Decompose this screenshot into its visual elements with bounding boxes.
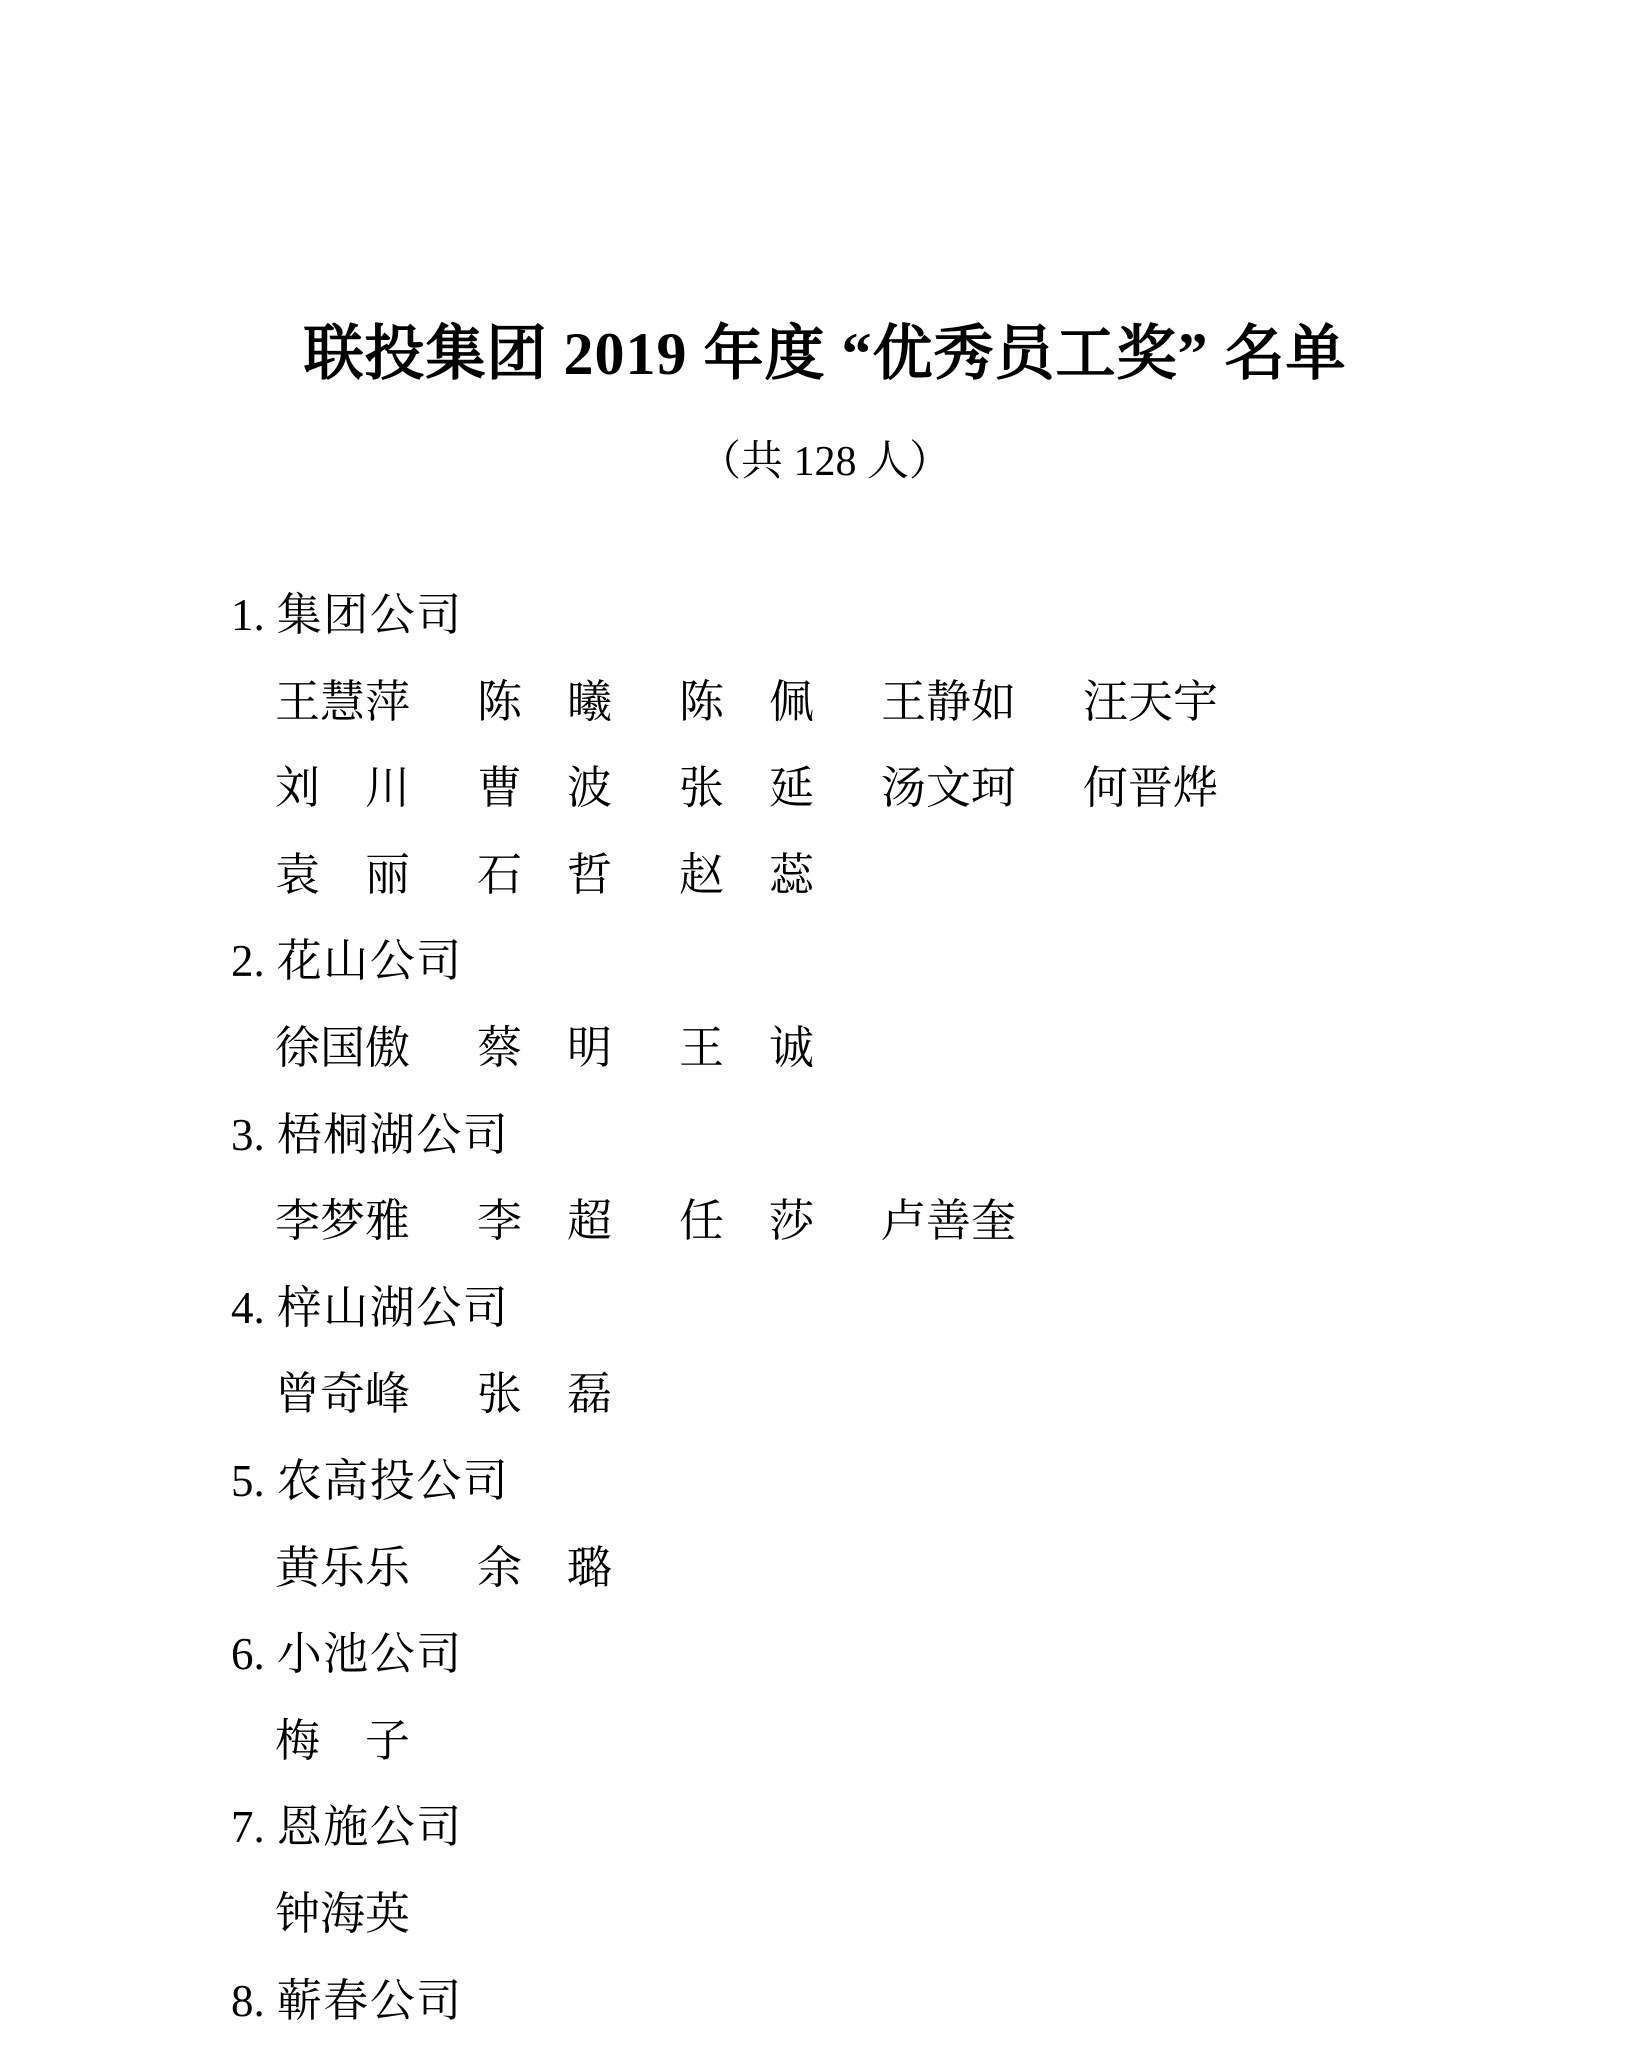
employee-name [679, 832, 814, 919]
name-char: 如 [971, 676, 1017, 727]
section-number: 5. [231, 1455, 265, 1506]
name-char: 文 [926, 763, 972, 814]
name-char: 慧 [320, 676, 366, 727]
section-heading-1 [231, 572, 1531, 659]
section-company-name: 小池公司 [276, 1629, 463, 1680]
name-char: 宇 [1173, 676, 1219, 727]
section-heading-3 [231, 1092, 1531, 1179]
name-char: 超 [566, 1196, 612, 1247]
name-char: 波 [566, 763, 612, 814]
employee-name [1083, 745, 1218, 832]
names-row [231, 659, 1531, 746]
name-char: 晋 [1128, 763, 1174, 814]
name-char: 钟 [275, 1888, 321, 1939]
section-number: 3. [231, 1109, 265, 1160]
employee-name [1083, 659, 1218, 746]
name-char: 徐 [275, 1022, 321, 1073]
employee-name [477, 832, 612, 919]
name-char: 任 [679, 1196, 725, 1247]
employee-name [275, 1698, 410, 1785]
names-row [231, 1871, 1531, 1958]
employee-name [477, 1178, 612, 1265]
name-char: 何 [1083, 763, 1129, 814]
name-char: 静 [926, 676, 972, 727]
section-number: 4. [231, 1282, 265, 1333]
name-char: 国 [320, 1022, 366, 1073]
name-char: 雅 [365, 1196, 411, 1247]
employee-name [477, 1351, 612, 1438]
employee-name [275, 1178, 410, 1265]
section-number: 2. [231, 936, 265, 987]
employee-name [679, 1178, 814, 1265]
name-char: 卢 [881, 1196, 927, 1247]
name-char: 张 [477, 1369, 523, 1420]
employee-name [679, 745, 814, 832]
names-row [231, 1351, 1531, 1438]
name-char: 陈 [679, 676, 725, 727]
section-heading-5 [231, 1438, 1531, 1525]
section-company-name: 集团公司 [276, 590, 463, 640]
name-char: 陈 [477, 676, 523, 727]
name-char: 乐 [320, 1542, 366, 1593]
name-char: 汤 [881, 763, 927, 814]
name-char: 海 [320, 1888, 366, 1939]
section-number: 7. [231, 1802, 265, 1853]
name-char: 天 [1128, 676, 1174, 727]
name-char: 余 [477, 1542, 523, 1593]
name-char: 石 [477, 849, 523, 900]
employee-name [275, 1005, 410, 1092]
name-char: 诚 [768, 1022, 814, 1073]
name-char: 曾 [275, 1369, 321, 1420]
names-row [231, 1178, 1531, 1265]
employee-name [679, 1005, 814, 1092]
section-heading-7 [231, 1784, 1531, 1871]
section-number: 1. [231, 590, 265, 640]
employee-name [881, 745, 1016, 832]
name-char: 刘 [275, 763, 321, 814]
section-company-name: 蕲春公司 [276, 1975, 463, 2026]
section-company-name: 梧桐湖公司 [276, 1109, 510, 1160]
name-char: 梦 [320, 1196, 366, 1247]
name-char: 子 [364, 1715, 410, 1766]
name-char: 磊 [566, 1369, 612, 1420]
employee-name [275, 1525, 410, 1612]
name-char: 烨 [1173, 763, 1219, 814]
name-char: 明 [566, 1022, 612, 1073]
name-char: 蔡 [477, 1022, 523, 1073]
employee-name [881, 659, 1016, 746]
section-heading-2 [231, 918, 1531, 1005]
section-heading-4 [231, 1265, 1531, 1352]
name-char: 李 [275, 1196, 321, 1247]
page-subtitle: （共 128 人） [698, 439, 951, 485]
name-char: 善 [926, 1196, 972, 1247]
name-char: 蕊 [768, 849, 814, 900]
name-char: 梅 [275, 1715, 321, 1766]
employee-name [477, 659, 612, 746]
page-title: 联投集团 2019 年度 “优秀员工奖” 名单 [303, 321, 1347, 387]
section-company-name: 农高投公司 [276, 1455, 510, 1506]
employee-name [477, 745, 612, 832]
employee-name [679, 659, 814, 746]
name-char: 奇 [320, 1369, 366, 1420]
name-char: 曦 [566, 676, 612, 727]
name-char: 莎 [768, 1196, 814, 1247]
name-char: 汪 [1083, 676, 1129, 727]
name-char: 乐 [365, 1542, 411, 1593]
employee-name [275, 659, 410, 746]
name-char: 黄 [275, 1542, 321, 1593]
names-row [231, 1005, 1531, 1092]
name-char: 曹 [477, 763, 523, 814]
name-char: 萍 [365, 676, 411, 727]
award-list [231, 572, 1531, 2044]
name-char: 峰 [365, 1369, 411, 1420]
name-char: 王 [881, 676, 927, 727]
section-company-name: 恩施公司 [276, 1802, 463, 1853]
name-char: 张 [679, 763, 725, 814]
section-number: 8. [231, 1975, 265, 2026]
name-char: 袁 [275, 849, 321, 900]
name-char: 赵 [679, 849, 725, 900]
name-char: 哲 [566, 849, 612, 900]
name-char: 傲 [365, 1022, 411, 1073]
names-row [231, 1525, 1531, 1612]
employee-name [477, 1005, 612, 1092]
employee-name [881, 1178, 1016, 1265]
name-char: 延 [768, 763, 814, 814]
name-char: 英 [365, 1888, 411, 1939]
name-char: 璐 [566, 1542, 612, 1593]
name-char: 川 [364, 763, 410, 814]
employee-name [477, 1525, 612, 1612]
section-company-name: 梓山湖公司 [276, 1282, 510, 1333]
name-char: 珂 [971, 763, 1017, 814]
name-char: 王 [275, 676, 321, 727]
section-company-name: 花山公司 [276, 936, 463, 987]
employee-name [275, 1871, 410, 1958]
section-heading-6 [231, 1611, 1531, 1698]
employee-name [275, 745, 410, 832]
employee-name [275, 832, 410, 919]
names-row [231, 745, 1531, 832]
names-row [231, 832, 1531, 919]
names-row [231, 1698, 1531, 1785]
section-heading-8 [231, 1958, 1531, 2045]
name-char: 李 [477, 1196, 523, 1247]
section-number: 6. [231, 1629, 265, 1680]
name-char: 奎 [971, 1196, 1017, 1247]
employee-name [275, 1351, 410, 1438]
name-char: 佩 [768, 676, 814, 727]
name-char: 王 [679, 1022, 725, 1073]
name-char: 丽 [364, 849, 410, 900]
